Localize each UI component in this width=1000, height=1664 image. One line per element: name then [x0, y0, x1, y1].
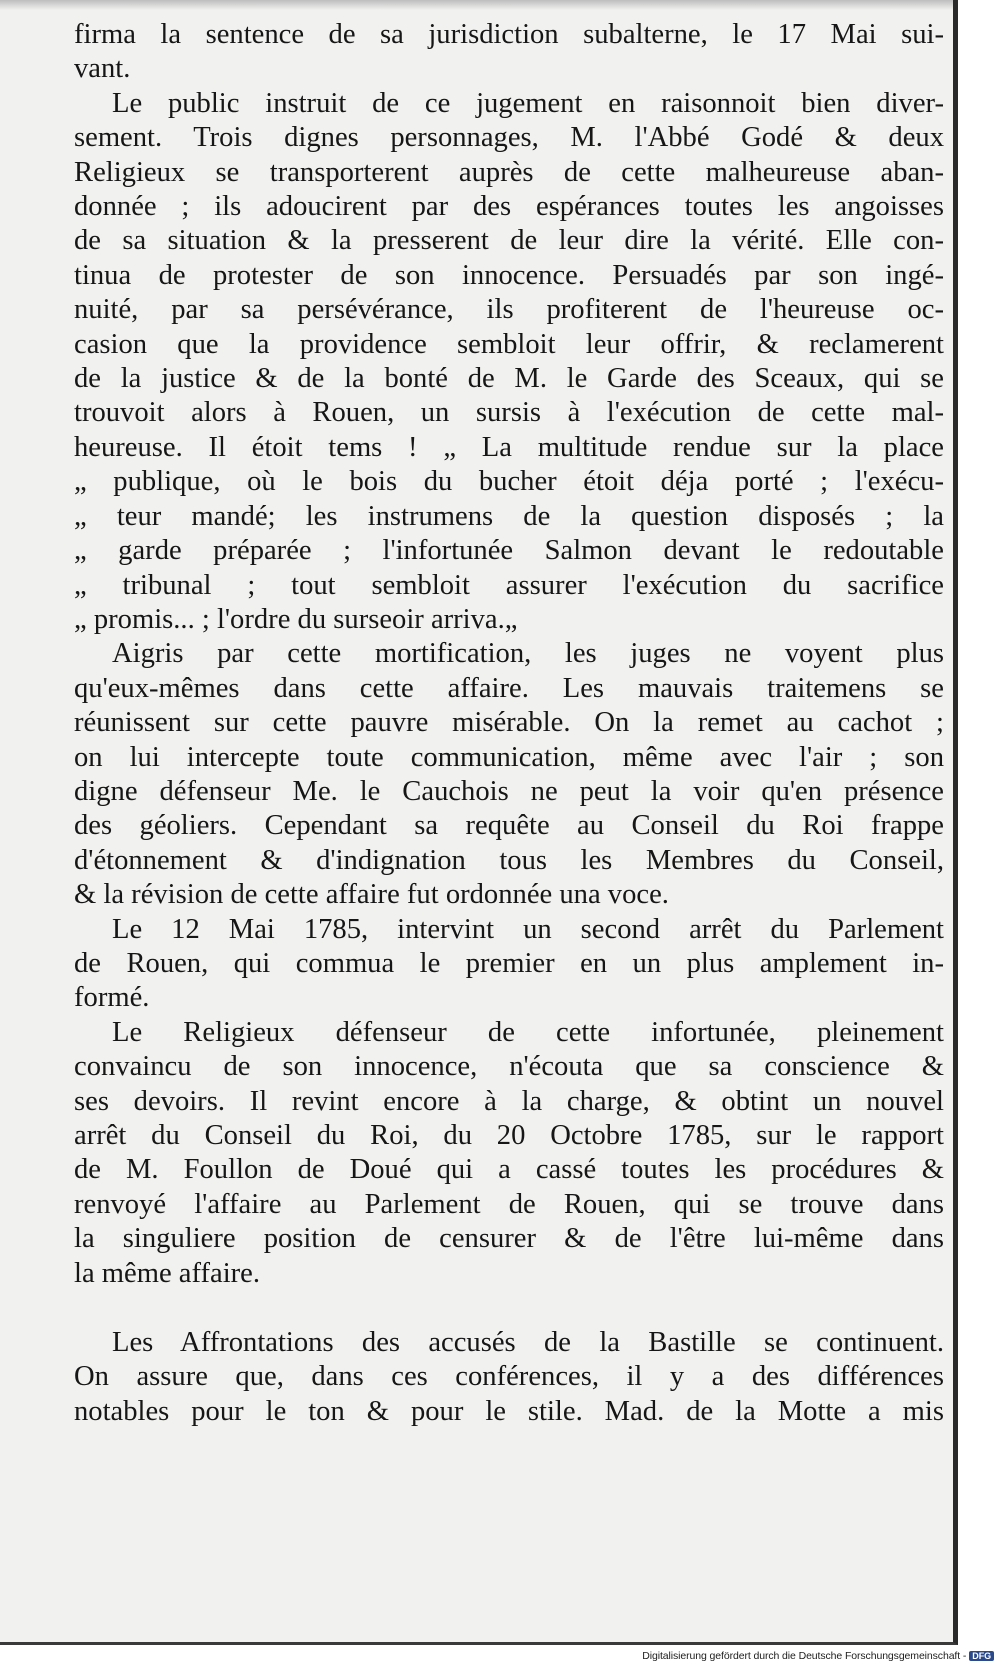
text-line: digne défenseur Me. le Cauchois ne peut la voir qu'en présence: [74, 775, 944, 807]
text-line: on lui intercepte toute communication, même avec l'air ; son: [74, 741, 944, 773]
text-line: réunissent sur cette pauvre misérable. On la remet au cachot ;: [74, 707, 944, 739]
text-line: Les Affrontations des accusés de la Bastille se continuent.: [112, 1327, 944, 1359]
text-line: „ publique, où le bois du bucher étoit déja porté ; l'exécu-: [74, 466, 944, 498]
dfg-logo: DFG: [969, 1651, 994, 1661]
page-text: [74, 18, 944, 1429]
text-line: notables pour le ton & pour le stile. Mad. de la Motte a mis: [74, 1395, 944, 1427]
text-line: vant.: [74, 53, 131, 85]
credit-text: Digitalisierung gefördert durch die Deutsche Forschungsgemeinschaft -: [642, 1650, 967, 1662]
text-line: casion que la providence sembloit leur offrir, & reclamerent: [74, 328, 944, 360]
text-line: formé.: [74, 982, 150, 1014]
text-line: arrêt du Conseil du Roi, du 20 Octobre 1785, sur le rapport: [74, 1120, 944, 1151]
text-line: „ garde préparée ; l'infortunée Salmon devant le redoutable: [74, 535, 944, 567]
text-line: „ promis... ; l'ordre du surseoir arriva.„: [74, 603, 518, 635]
paragraph-gap: [74, 1291, 944, 1326]
text-line: d'étonnement & d'indignation tous les Membres du Conseil,: [74, 844, 944, 876]
text-line: de Rouen, qui commua le premier en un plus amplement in-: [74, 947, 944, 979]
text-line: & la révision de cette affaire fut ordonnée una voce.: [74, 879, 669, 911]
text-line: sement. Trois dignes personnages, M. l'Abbé Godé & deux: [74, 122, 944, 154]
text-line: la singuliere position de censurer & de l'être lui-même dans: [74, 1223, 944, 1255]
text-line: „ teur mandé; les instrumens de la question disposés ; la: [74, 500, 944, 532]
text-line: tinua de protester de son innocence. Persuadés par son ingé-: [74, 259, 944, 291]
text-line: ses devoirs. Il revint encore à la charge, & obtint un nouvel: [74, 1085, 944, 1117]
text-line: Le public instruit de ce jugement en raisonnoit bien diver-: [112, 87, 944, 119]
text-line: nuité, par sa persévérance, ils profiterent de l'heureuse oc-: [74, 294, 944, 326]
text-line: de la justice & de la bonté de M. le Garde des Sceaux, qui se: [74, 363, 944, 395]
text-line: „ tribunal ; tout sembloit assurer l'exécution du sacrifice: [74, 569, 944, 601]
text-line: firma la sentence de sa jurisdiction subalterne, le 17 Mai sui-: [74, 19, 944, 50]
text-line: de sa situation & la presserent de leur dire la vérité. Elle con-: [74, 225, 944, 257]
text-line: Religieux se transporterent auprès de cette malheureuse aban-: [74, 156, 944, 188]
text-line: On assure que, dans ces conférences, il y a des différences: [74, 1361, 944, 1393]
text-line: donnée ; ils adoucirent par des espérances toutes les angoisses: [74, 191, 944, 223]
text-line: Aigris par cette mortification, les juges ne voyent plus: [112, 638, 944, 670]
text-line: renvoyé l'affaire au Parlement de Rouen, qui se trouve dans: [74, 1188, 944, 1220]
text-line: trouvoit alors à Rouen, un sursis à l'exécution de cette mal-: [74, 397, 944, 429]
text-line: Le Religieux défenseur de cette infortunée, pleinement: [112, 1016, 944, 1048]
text-line: de M. Foullon de Doué qui a cassé toutes les procédures &: [74, 1154, 944, 1186]
text-line: heureuse. Il étoit tems ! „ La multitude rendue sur la place: [74, 431, 944, 463]
text-line: qu'eux-mêmes dans cette affaire. Les mauvais traitemens se: [74, 672, 944, 704]
text-line: la même affaire.: [74, 1257, 261, 1289]
text-line: Le 12 Mai 1785, intervint un second arrêt du Parlement: [112, 913, 944, 945]
text-line: convaincu de son innocence, n'écouta que sa conscience &: [74, 1051, 944, 1083]
text-line: des géoliers. Cependant sa requête au Conseil du Roi frappe: [74, 810, 944, 842]
digitization-credit: [642, 1650, 994, 1662]
